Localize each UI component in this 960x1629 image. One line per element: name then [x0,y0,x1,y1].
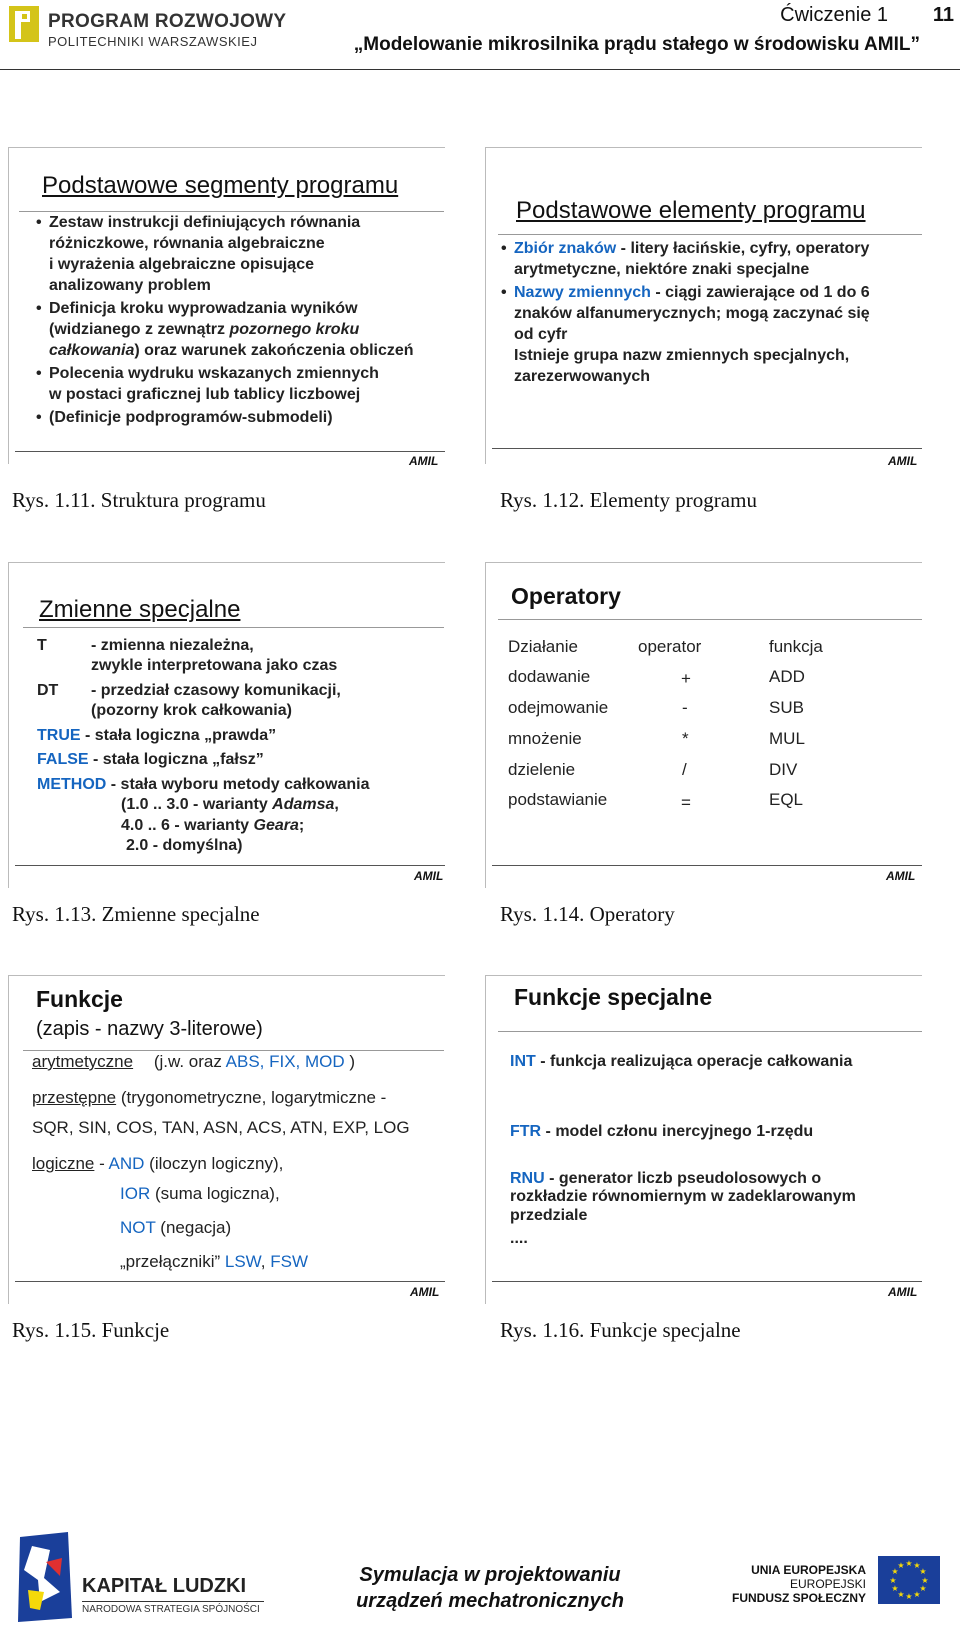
slide-title: Operatory [511,583,621,609]
slide-footer-label: AMIL [414,869,444,883]
table-cell: odejmowanie [508,698,609,717]
svg-text:★: ★ [897,1561,905,1570]
logo-line1: PROGRAM ROZWOJOWY [48,11,287,32]
category-label: przestępne [32,1088,117,1107]
svg-text:★: ★ [921,1576,929,1585]
slide-title: Funkcje [36,986,123,1012]
table-cell: mnożenie [508,729,582,748]
page-number: 11 [932,4,954,26]
bullet-item: • Nazwy zmiennych - ciągi zawierające od 1 do 6 znaków alfanumerycznych; mogą zaczynać się od cyfr Istnieje grupa nazw zmiennych specjalnych, zarezerwowanych [501,284,870,385]
slide-footer-label: AMIL [888,454,918,468]
header-rule [0,69,960,70]
slide-footer-label: AMIL [886,869,916,883]
figure-caption: Rys. 1.11. Struktura programu [12,488,266,512]
slide-title-rule [23,627,444,628]
slide-title-rule [498,234,922,235]
kapital-ludzki-logo [10,1532,270,1622]
politechnika-logo [8,5,287,50]
table-header: funkcja [769,637,823,656]
table-cell: = [681,793,691,812]
slide-title-rule [498,619,922,620]
table-cell: dzielenie [508,760,576,779]
slide-functions: Funkcje (zapis - nazwy 3-literowe) arytmetyczne (j.w. oraz ABS, FIX, MOD ) przestępne (trygonometryczne, logarytmiczne - SQR, SIN, COS, TAN, ASN, ACS, ATN, EXP, LOG logiczne - AND (iloczyn logiczny), IOR (suma logiczna), NOT (negacja) „przełączniki” LSW, FSW AMIL [8,975,445,1304]
slide-structure [8,147,445,468]
kapital-ludzki-icon [10,1532,78,1622]
bullet-item: • Zestaw instrukcji definiujących równania różniczkowe, równania algebraiczne i wyrażenia algebraiczne opisujące analizowany problem [36,214,361,294]
slide-footer-rule [492,448,922,449]
svg-text:★: ★ [889,1576,897,1585]
slide-footer-rule [15,1281,445,1282]
table-header: Działanie [508,637,578,656]
table-cell: MUL [769,729,805,748]
program-logo-icon [8,5,42,45]
table-header: operator [638,637,702,656]
table-cell: + [681,669,691,688]
table-cell: * [682,729,689,748]
var-line: FALSE - stała logiczna „fałsz” [37,751,264,768]
slide-operators [485,562,922,888]
table-cell: - [682,698,688,717]
function-list: SQR, SIN, COS, TAN, ASN, ACS, ATN, EXP, LOG [32,1118,410,1137]
logo-line2: POLITECHNIKI WARSZAWSKIEJ [48,34,258,49]
svg-text:★: ★ [891,1567,899,1576]
svg-text:★: ★ [905,1592,913,1601]
svg-text:★: ★ [897,1590,905,1599]
eu-flag-icon [878,1556,940,1604]
svg-text:★: ★ [919,1584,927,1593]
bullet-item: • Zbiór znaków - litery łacińskie, cyfry, operatory arytmetyczne, niektóre znaki specjalne [501,240,870,278]
figure-caption: Rys. 1.14. Operatory [500,902,675,926]
slide-footer-label: AMIL [410,1285,440,1299]
slide-footer-rule [492,865,922,866]
slide-title-rule [23,1050,444,1051]
slide-title: Zmienne specjalne [39,596,241,623]
slide-special-variables: Zmienne specjalne T - zmienna niezależna, zwykle interpretowana jako czas DT - przedział czasowy komunikacji, (pozorny krok całkowania) TRUE - stała logiczna „prawda” FALSE - stała logiczna „fałsz” METHOD - stała wyboru metody całkowania (1.0 .. 3.0 - warianty Adamsa, 4.0 .. 6 - warianty Geara; 2.0 - domyślna) AMIL [8,562,445,888]
course-title: Symulacja w projektowaniu urządzeń mechatronicznych [356,1564,624,1612]
svg-text:★: ★ [919,1567,927,1576]
slide-special-functions: Funkcje specjalne INT - funkcja realizująca operacje całkowania FTR - model członu inercyjnego 1-rzędu RNU - generator liczb pseudolosowych o rozkładzie równomiernym w zadeklarowanym przedziale .... AMIL [485,975,922,1304]
slide-title: Podstawowe segmenty programu [42,172,399,199]
slide-footer-rule [15,865,445,866]
bullet-item: • (Definicje podprogramów-submodeli) [36,409,333,426]
slide-title-rule [498,1031,922,1032]
slide-subtitle: (zapis - nazwy 3-literowe) [36,1018,263,1040]
kl-line1: KAPITAŁ LUDZKI [82,1575,247,1597]
slide-title: Podstawowe elementy programu [516,197,866,224]
slide-elements [485,147,922,468]
category-label: arytmetyczne [32,1052,134,1071]
eu-label: UNIA EUROPEJSKA EUROPEJSKI FUNDUSZ SPOŁECZNY [732,1563,867,1605]
bullet-item: • Definicja kroku wyprowadzania wyników (widzianego z zewnątrz pozornego kroku całkowania) oraz warunek zakończenia obliczeń [36,300,414,359]
table-cell: SUB [769,698,804,717]
table-cell: dodawanie [508,667,591,686]
kl-rule [82,1601,264,1602]
figure-caption: Rys. 1.13. Zmienne specjalne [12,902,260,926]
figure-caption: Rys. 1.12. Elementy programu [500,488,757,512]
svg-text:★: ★ [913,1590,921,1599]
slide-footer-label: AMIL [888,1285,918,1299]
table-cell: ADD [769,667,805,686]
kl-line2: NARODOWA STRATEGIA SPÓJNOŚCI [82,1604,260,1615]
svg-text:★: ★ [913,1561,921,1570]
bullet-item: • Polecenia wydruku wskazanych zmiennych w postaci graficznej lub tablicy liczbowej [36,365,379,403]
slide-footer-rule [492,1281,922,1282]
slide-title: Funkcje specjalne [514,984,713,1010]
page-title: „Modelowanie mikrosilnika prądu stałego w środowisku AMIL” [353,34,920,55]
svg-text:★: ★ [891,1584,899,1593]
slide-footer-rule [15,451,445,452]
slide-footer-label: AMIL [409,454,439,468]
var-line: METHOD - stała wyboru metody całkowania [37,776,370,793]
var-key: DT [37,682,59,699]
var-line: TRUE - stała logiczna „prawda” [37,727,277,744]
var-key: T [37,637,47,654]
figure-caption: Rys. 1.16. Funkcje specjalne [500,1318,741,1342]
table-cell: / [682,760,687,779]
table-cell: podstawianie [508,790,608,809]
category-label: logiczne [32,1154,95,1173]
svg-text:★: ★ [905,1559,913,1568]
table-cell: DIV [769,760,798,779]
table-cell: EQL [769,790,804,809]
exercise-label: Ćwiczenie 1 [780,4,888,26]
figure-caption: Rys. 1.15. Funkcje [12,1318,170,1342]
